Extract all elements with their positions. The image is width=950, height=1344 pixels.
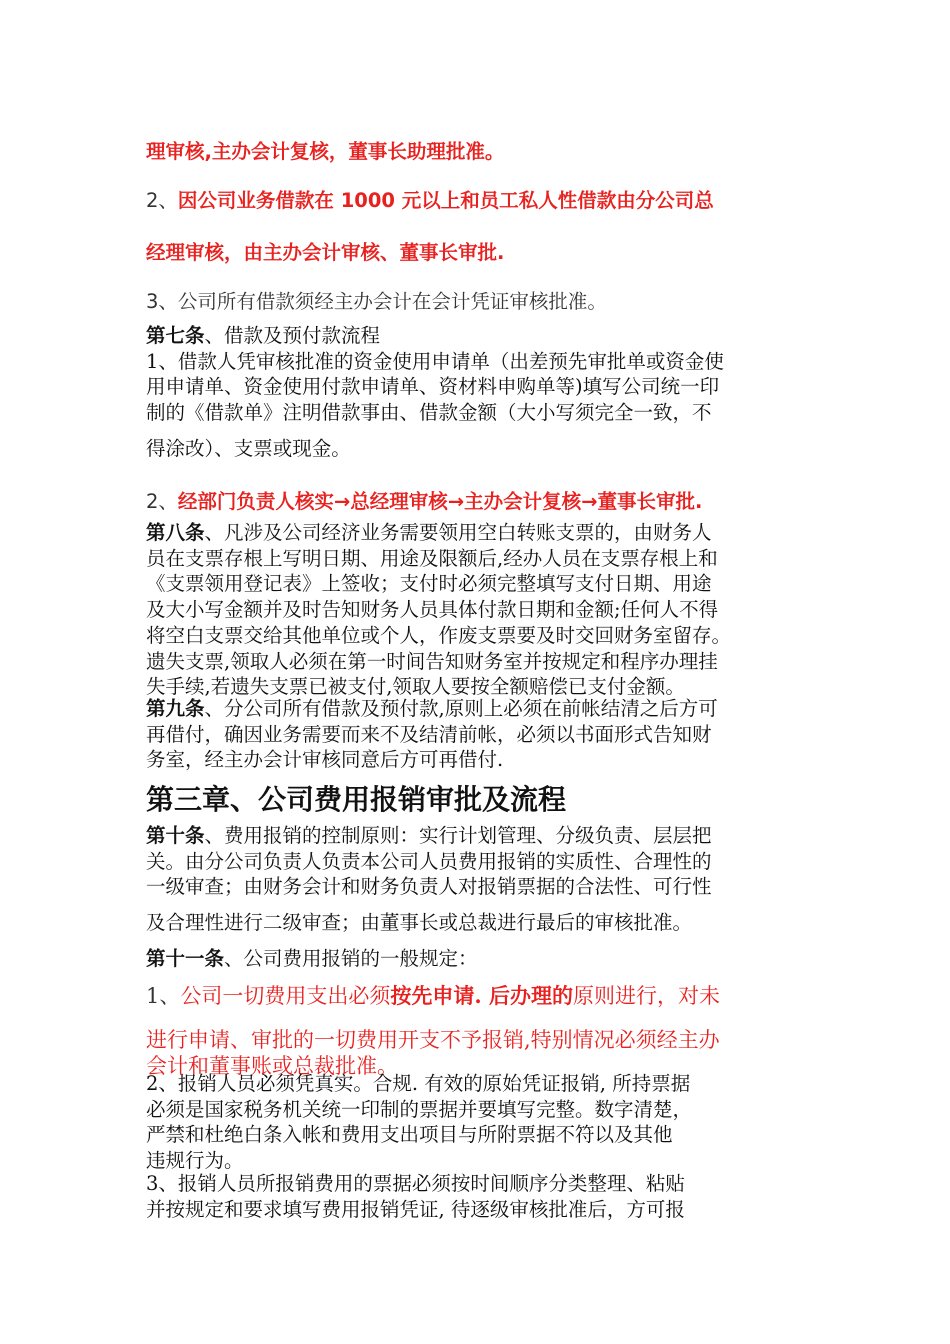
text: 严禁和杜绝白条入帐和费用支出项目与所附票据不符以及其他 <box>146 1123 673 1147</box>
text: 3、报销人员所报销费用的票据必须按时间顺序分类整理、粘贴 <box>146 1172 685 1195</box>
chapter-heading: 第三章、公司费用报销审批及流程 <box>146 783 567 816</box>
article-10 <box>146 823 814 936</box>
paragraph-loan-rule-2 <box>146 185 814 265</box>
article-7-item-2 <box>146 486 814 514</box>
article-title: 、公司费用报销的一般规定： <box>224 947 478 970</box>
article-8 <box>146 520 814 700</box>
article-11-item-3 <box>146 1171 814 1222</box>
text: 原则进行，对未 <box>573 984 720 1008</box>
text: 公司一切费用支出必须 <box>180 984 391 1008</box>
text: 将空白支票交给其他单位或个人，作废支票要及时交回财务室留存。 <box>146 623 732 647</box>
text: 一级审查；由财务会计和财务负责人对报销票据的合法性、可行性 <box>146 875 712 899</box>
article-11-item-1 <box>146 983 814 1079</box>
text: 经部门负责人核实→总经理审核→主办会计复核→董事长审批. <box>177 490 703 513</box>
text: 会计和董事账或总裁批准。 <box>146 1054 398 1078</box>
text: 制的《借款单》注明借款事由、借款金额（大小写须完全一致，不 <box>146 401 712 425</box>
item-number: 2、 <box>146 189 178 212</box>
text: 必须是国家税务机关统一印制的票据并要填写完整。数字清楚， <box>146 1097 693 1121</box>
text: 得涂改）、支票或现金。 <box>146 436 351 460</box>
paragraph-loan-rule-3 <box>146 286 814 314</box>
text: 因公司业务借款在 1000 元以上和员工私人性借款由分公司总 <box>177 189 714 212</box>
text-bold: 按先申请. 后办理的 <box>390 983 573 1008</box>
item-number: 2、 <box>146 490 178 513</box>
article-lead: 第八条 <box>146 521 205 544</box>
text: 员在支票存根上写明日期、用途及限额后,经办人员在支票存根上和 <box>146 546 718 570</box>
text: 、分公司所有借款及预付款,原则上必须在前帐结清之后方可 <box>204 697 718 720</box>
text: 3、公司所有借款须经主办会计在会计凭证审核批准。 <box>146 290 607 313</box>
text: 进行申请、审批的一切费用开支不予报销,特别情况必须经主办 <box>146 1028 720 1052</box>
text: 、凡涉及公司经济业务需要领用空白转账支票的，由财务人 <box>204 521 712 544</box>
article-11-heading <box>146 946 814 972</box>
text: 、费用报销的控制原则：实行计划管理、分级负责、层层把 <box>204 824 712 847</box>
text: 2、报销人员必须凭真实。合规. 有效的原始凭证报销, 所持票据 <box>146 1072 691 1095</box>
article-11-item-2 <box>146 1071 814 1174</box>
text: 失手续,若遗失支票已被支付,领取人要按全额赔偿已支付金额。 <box>146 675 685 699</box>
article-7 <box>146 323 814 462</box>
item-number: 1、 <box>146 984 181 1008</box>
article-lead: 第九条 <box>146 697 205 720</box>
text: 违规行为。 <box>146 1149 244 1173</box>
text: 《支票领用登记表》上签收；支付时必须完整填写支付日期、用途 <box>146 572 712 596</box>
text: 理审核,主办会计复核，董事长助理批准。 <box>146 140 505 163</box>
text: 1、借款人凭审核批准的资金使用申请单（出差预先审批单或资金使 <box>146 349 724 373</box>
article-title: 、借款及预付款流程 <box>204 324 381 347</box>
text: 关。由分公司负责人负责本公司人员费用报销的实质性、合理性的 <box>146 849 712 873</box>
paragraph-approval-line <box>146 136 814 164</box>
text: 经理审核，由主办会计审核、董事长审批. <box>146 241 505 264</box>
article-lead: 第十一条 <box>146 947 225 970</box>
article-lead: 第七条 <box>146 324 205 347</box>
text: 再借付，确因业务需要而来不及结清前帐，必须以书面形式告知财 <box>146 722 712 746</box>
text: 及大小写金额并及时告知财务人员具体付款日期和金额;任何人不得 <box>146 598 719 622</box>
text: 遗失支票,领取人必须在第一时间告知财务室并按规定和程序办理挂 <box>146 649 718 673</box>
text: 用申请单、资金使用付款申请单、资材料申购单等)填写公司统一印 <box>146 375 720 399</box>
text: 及合理性进行二级审查；由董事长或总裁进行最后的审核批准。 <box>146 911 693 935</box>
article-9 <box>146 696 814 773</box>
article-lead: 第十条 <box>146 824 205 847</box>
text: 务室，经主办会计审核同意后方可再借付. <box>146 748 504 772</box>
text: 并按规定和要求填写费用报销凭证, 待逐级审核批准后，方可报 <box>146 1197 685 1221</box>
